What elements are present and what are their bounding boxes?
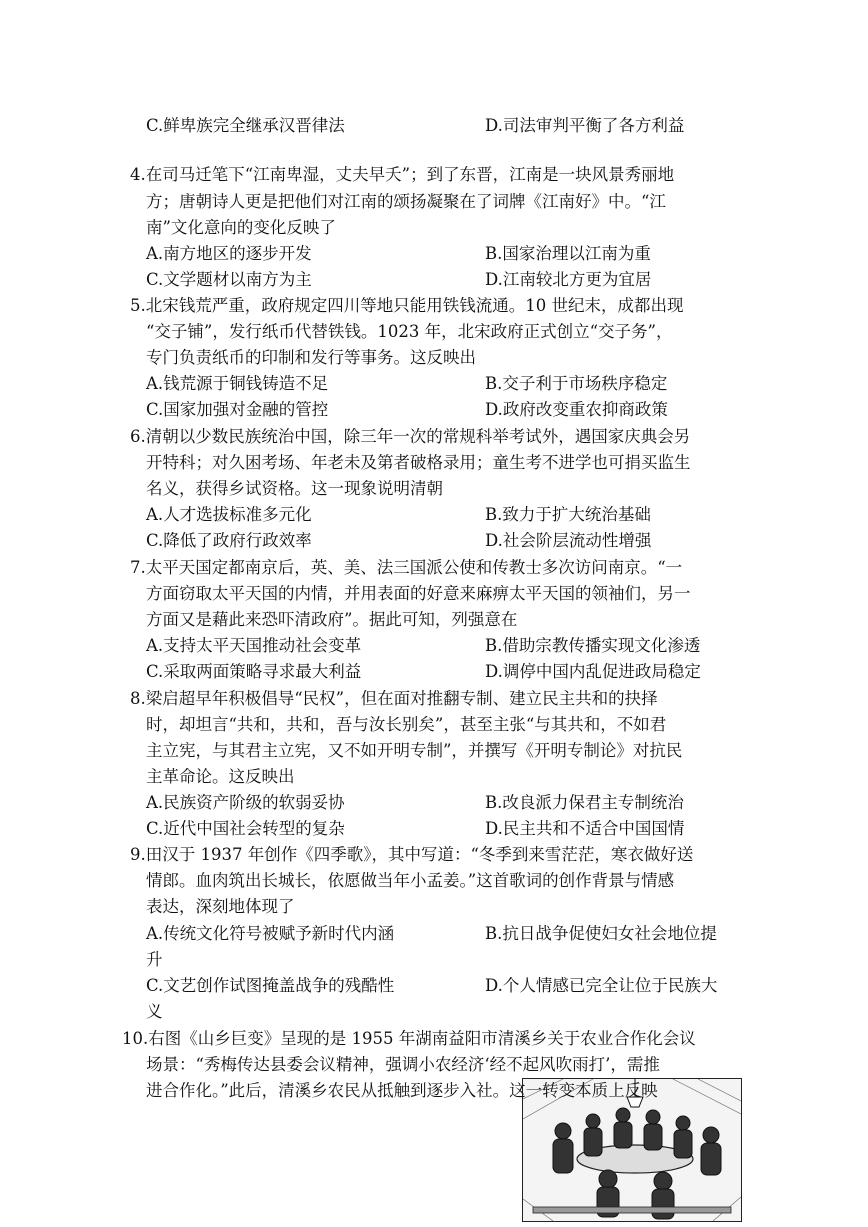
option-d: D.政府改变重农抑商政策 [485,400,668,419]
option-a: A.传统文化符号被赋予新时代内涵 [146,924,395,943]
option-b: B.国家治理以江南为重 [485,244,651,263]
question-text: “交子铺”，发行纸币代替铁钱。1023 年，北宋政府正式创立“交子务”， [146,322,673,341]
option-c: C.鲜卑族完全继承汉晋律法 [146,116,345,135]
option-c: C.采取两面策略寻求最大利益 [146,662,362,681]
option-c: C.国家加强对金融的管控 [146,400,329,419]
option-a: A.民族资产阶级的软弱妥协 [146,793,345,812]
option-d: D.民主共和不适合中国国情 [485,819,685,838]
option-d-wrap: 义 [146,1002,163,1021]
option-b: B.致力于扩大统治基础 [485,505,651,524]
option-a: A.人才选拔标准多元化 [146,505,312,524]
option-a: A.钱荒源于铜钱铸造不足 [146,374,329,393]
question-text: 南”文化意向的变化反映了 [146,218,336,237]
question-text: 开特科；对久困考场、年老未及第者破格录用；童生考不进学也可捐买监生 [146,453,691,472]
option-c: C.文学题材以南方为主 [146,270,312,289]
option-b: B.抗日战争促使妇女社会地位提 [485,924,717,943]
question-text: 6.清朝以少数民族统治中国，除三年一次的常规科举考试外，遇国家庆典会另 [130,427,691,446]
question-text: 情郎。血肉筑出长城长，依愿做当年小孟姜。”这首歌词的创作背景与情感 [146,871,675,890]
question-text: 场景：“秀梅传达县委会议精神，强调小农经济‘经不起风吹雨打’，需推 [146,1055,660,1074]
option-c: C.降低了政府行政效率 [146,531,312,550]
question-text: 方面窃取太平天国的内情，并用表面的好意来麻痹太平天国的领袖们，另一 [146,584,691,603]
option-d: D.个人情感已完全让位于民族大 [485,976,718,995]
question-text: 主立宪，与其君主立宪，又不如开明专制”，并撰写《开明专制论》对抗民 [146,741,683,760]
question-text: 名义，获得乡试资格。这一现象说明清朝 [146,479,443,498]
question-text: 5.北宋钱荒严重，政府规定四川等地只能用铁钱流通。10 世纪末，成都出现 [130,296,684,315]
question-text: 专门负责纸币的印制和发行等事务。这反映出 [146,348,476,367]
option-a: A.支持太平天国推动社会变革 [146,636,362,655]
option-a: A.南方地区的逐步开发 [146,244,312,263]
option-c: C.近代中国社会转型的复杂 [146,819,345,838]
question-text: 表达，深刻地体现了 [146,897,295,916]
question-text: 进合作化。”此后，清溪乡农民从抵触到逐步入社。这一转变本质上反映 [146,1081,658,1100]
question-text: 方面又是藉此来恐吓清政府”。据此可知，列强意在 [146,610,518,629]
question-text: 方；唐朝诗人更是把他们对江南的颂扬凝聚在了词牌《江南好》中。“江 [146,192,666,211]
option-c: C.文艺创作试图掩盖战争的残酷性 [146,976,395,995]
option-b-wrap: 升 [146,950,163,969]
option-b: B.借助宗教传播实现文化渗透 [485,636,701,655]
option-d: D.司法审判平衡了各方利益 [485,116,685,135]
question-text: 4.在司马迁笔下“江南卑湿，丈夫早夭”；到了东晋，江南是一块风景秀丽地 [130,165,675,184]
option-d: D.调停中国内乱促进政局稳定 [485,662,701,681]
question-text: 主革命论。这反映出 [146,767,295,786]
option-b: B.改良派力保君主专制统治 [485,793,684,812]
question-text: 7.太平天国定都南京后，英、美、法三国派公使和传教士多次访问南京。“一 [130,558,683,577]
question-text: 10.右图《山乡巨变》呈现的是 1955 年湖南益阳市清溪乡关于农业合作化会议 [122,1029,696,1048]
option-d: D.江南较北方更为宜居 [485,270,652,289]
question-text: 时，却坦言“共和，共和，吾与汝长别矣”，甚至主张“与其共和，不如君 [146,715,667,734]
question-text: 8.梁启超早年积极倡导“民权”，但在面对推翻专制、建立民主共和的抉择 [130,689,658,708]
question-text: 9.田汉于 1937 年创作《四季歌》，其中写道：“冬季到来雪茫茫，寒衣做好送 [130,845,694,864]
option-b: B.交子利于市场秩序稳定 [485,374,668,393]
option-d: D.社会阶层流动性增强 [485,531,652,550]
